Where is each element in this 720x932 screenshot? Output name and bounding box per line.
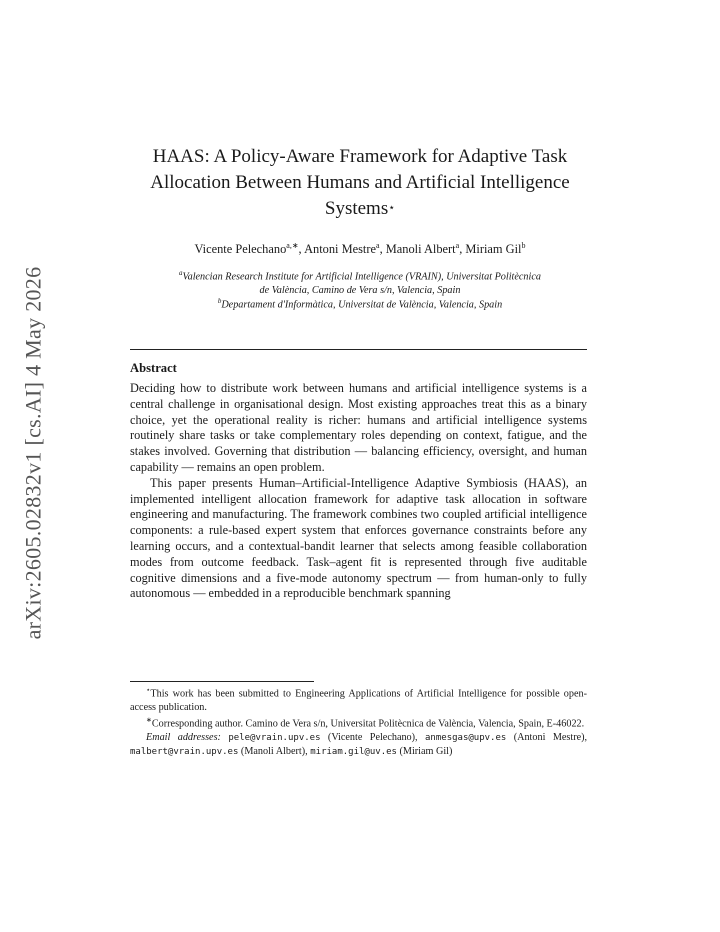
author-name: Manoli Albert — [385, 242, 456, 257]
title-line-2: Allocation Between Humans and Artificial Intelligence — [150, 172, 570, 193]
footnote-submission — [130, 684, 587, 714]
affiliation-b-text: Departament d'Informàtica, Universitat de València, Valencia, Spain — [221, 299, 503, 311]
email-separator: , — [584, 732, 588, 743]
footnote-corresponding-text: Corresponding author. Camino de Vera s/n, Universitat Politècnica de València, Valencia, Spain, E-46022. — [151, 718, 585, 730]
footnote-marker: ⋆ — [146, 686, 151, 694]
footnote-marker: ∗ — [146, 716, 152, 725]
email-separator: , — [415, 732, 426, 743]
title-footnote-marker: ⋆ — [388, 202, 396, 214]
email-label: Email addresses: — [146, 732, 221, 743]
affiliation-a-line-2: de València, Camino de Vera s/n, Valencia, Spain — [259, 284, 461, 296]
author-list — [120, 238, 600, 257]
affiliation-a-line-1 — [120, 267, 600, 284]
author-name: Miriam Gil — [465, 242, 522, 257]
title-line-3 — [110, 196, 610, 222]
email-owner: (Miriam Gil) — [399, 746, 453, 758]
email-owner: (Manoli Albert) — [240, 746, 306, 758]
title-line-1: HAAS: A Policy-Aware Framework for Adaptive Task — [152, 146, 568, 167]
author-name: Vicente Pelechano — [194, 242, 287, 257]
author-affiliation-marker: a — [376, 241, 380, 250]
email-link[interactable]: anmesgas@upv.es — [425, 733, 507, 743]
author-affiliation-marker: a — [455, 241, 460, 250]
email-link[interactable]: malbert@vrain.upv.es — [130, 747, 239, 758]
email-link[interactable]: miriam.gil@uv.es — [310, 747, 397, 758]
arxiv-stamp-text: arXiv:2605.02832v1 [cs.AI] 4 May 2026 — [20, 266, 46, 640]
affiliation-marker: a — [179, 269, 183, 277]
affiliation-b — [120, 295, 600, 312]
email-link[interactable]: pele@vrain.upv.es — [228, 733, 321, 743]
author-separator: , — [459, 242, 466, 257]
abstract-top-rule — [130, 349, 587, 350]
email-owner: (Vicente Pelechano) — [327, 732, 416, 743]
affiliation-b-line-1 — [120, 295, 600, 312]
author-separator: , — [379, 242, 386, 257]
paper-title — [110, 144, 610, 222]
footnote-rule — [130, 681, 314, 682]
title-line-3-text: Systems — [324, 198, 389, 219]
author-affiliation-marker: a,∗ — [286, 241, 299, 250]
arxiv-stamp — [20, 262, 46, 644]
abstract-paragraph: This paper presents Human–Artificial-Intelligence Adaptive Symbiosis (HAAS), an implemented intelligent allocation framework for adaptive task allocation in software engineering and manufacturing. The framework combines two coupled artificial intelligence components: a rule-based expert system that enforces governance constraints before any learning occurs, and a contextual-bandit learner that selects among feasible collaboration modes from outcome feedback. Task–agent fit is represented through five auditable cognitive dimensions and a five-mode autonomy spectrum — from human-only to fully autonomous — embedded in a reproducible benchmark spanning — [130, 475, 587, 601]
footnote-emails — [130, 731, 587, 760]
footnote-submission-text: This work has been submitted to Engineering Applications of Artificial Intelligence for possible open-access publication. — [130, 688, 587, 713]
email-separator: , — [305, 746, 311, 758]
affiliation-marker: b — [217, 297, 222, 305]
author-name: Antoni Mestre — [304, 242, 376, 257]
affiliation-a — [120, 267, 600, 297]
email-owner: (Antoni Mestre) — [513, 732, 585, 743]
footnotes — [130, 684, 587, 760]
abstract-paragraph: Deciding how to distribute work between humans and artificial intelligence systems is a central challenge in organisational design. Most existing approaches treat this as a binary choice, yet the operational reality is richer: humans and artificial intelligence systems routinely share tasks or take complementary roles depending on context, fatigue, and the stakes involved. Governing that distribution — balancing efficiency, oversight, and human capability — remains an open problem. — [130, 381, 587, 474]
abstract-body — [130, 381, 587, 602]
affiliation-a-text: Valencian Research Institute for Artificial Intelligence (VRAIN), Universitat Politècnica — [182, 271, 541, 283]
author-separator: , — [298, 242, 305, 257]
abstract-heading: Abstract — [130, 361, 177, 375]
author-affiliation-marker: b — [521, 241, 526, 250]
footnote-corresponding — [130, 714, 587, 731]
